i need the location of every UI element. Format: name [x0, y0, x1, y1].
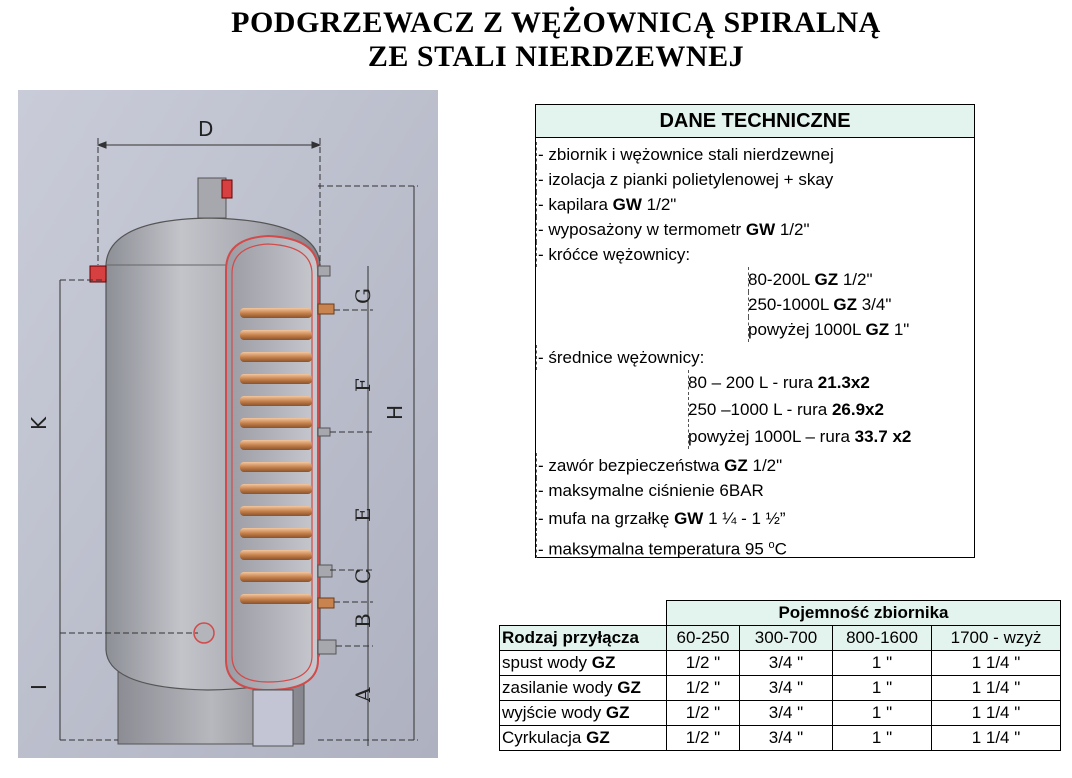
- label-f: F: [351, 378, 375, 392]
- connection-name: Cyrkulacja GZ: [500, 726, 667, 751]
- label-e: E: [351, 507, 375, 522]
- connection-name: spust wody GZ: [500, 651, 667, 676]
- heater-drawing: [18, 90, 438, 758]
- spec-subrow: 80 – 200 L - rura 21.3x2: [688, 370, 870, 395]
- spec-row: - wyposażony w termometr GW 1/2": [536, 217, 810, 242]
- label-b: B: [351, 613, 375, 628]
- table-cell: 1 1/4 ": [932, 651, 1061, 676]
- table-cell: 1 1/4 ": [932, 701, 1061, 726]
- column-header: 1700 - wzyż: [932, 626, 1061, 651]
- technical-data-box: [535, 104, 975, 558]
- label-h: H: [383, 404, 407, 420]
- spec-row: - mufa na grzałkę GW 1 ¼ - 1 ½”: [536, 506, 786, 531]
- spec-row: - zawór bezpieczeństwa GZ 1/2": [536, 453, 782, 478]
- technical-data-header: DANE TECHNICZNE: [536, 105, 974, 138]
- spec-subrow: powyżej 1000L GZ 1": [748, 317, 909, 342]
- page-subtitle: ZE STALI NIERDZEWNEJ: [367, 40, 745, 73]
- table-cell: 3/4 ": [740, 676, 833, 701]
- connection-type-header: Rodzaj przyłącza: [500, 626, 667, 651]
- label-g: G: [351, 288, 375, 304]
- table-cell: 3/4 ": [740, 726, 833, 751]
- label-a: A: [351, 687, 375, 702]
- table-cell: 1 1/4 ": [932, 726, 1061, 751]
- table-cell: 1 ": [833, 651, 932, 676]
- label-c: C: [351, 568, 375, 584]
- table-cell: 1 1/4 ": [932, 676, 1061, 701]
- spec-subrow: 250-1000L GZ 3/4": [748, 292, 891, 317]
- table-cell: 1/2 ": [667, 701, 740, 726]
- spec-row: - średnice wężownicy:: [536, 345, 704, 370]
- label-k: K: [27, 416, 51, 430]
- spec-row: - zbiornik i wężownice stali nierdzewnej: [536, 142, 834, 167]
- table-row: [500, 726, 1061, 751]
- spec-row: - izolacja z pianki polietylenowej + skay: [536, 167, 833, 192]
- table-cell: 1 ": [833, 701, 932, 726]
- table-cell: 1/2 ": [667, 726, 740, 751]
- column-header: 300-700: [740, 626, 833, 651]
- capacity-header: Pojemność zbiornika: [667, 601, 1061, 626]
- spec-row: - maksymalne ciśnienie 6BAR: [536, 478, 764, 503]
- label-i: I: [27, 684, 51, 690]
- table-cell: 3/4 ": [740, 651, 833, 676]
- table-row: [500, 676, 1061, 701]
- column-header: 60-250: [667, 626, 740, 651]
- page-title: PODGRZEWACZ Z WĘŻOWNICĄ SPIRALNĄ: [231, 6, 881, 39]
- table-cell: 1 ": [833, 676, 932, 701]
- table-row: [500, 651, 1061, 676]
- table-row: [500, 701, 1061, 726]
- table-cell: 3/4 ": [740, 701, 833, 726]
- spec-subrow: 250 –1000 L - rura 26.9x2: [688, 397, 884, 422]
- connection-name: wyjście wody GZ: [500, 701, 667, 726]
- spec-row: - króćce wężownicy:: [536, 242, 690, 267]
- table-cell: 1/2 ": [667, 676, 740, 701]
- spec-subrow: powyżej 1000L – rura 33.7 x2: [688, 424, 911, 449]
- connections-table: [499, 600, 1061, 751]
- spec-row: - kapilara GW 1/2": [536, 192, 676, 217]
- spec-subrow: 80-200L GZ 1/2": [748, 267, 872, 292]
- connection-name: zasilanie wody GZ: [500, 676, 667, 701]
- spec-row: - maksymalna temperatura 95 $^o$C: [536, 533, 787, 558]
- column-header: 800-1600: [833, 626, 932, 651]
- table-cell: 1 ": [833, 726, 932, 751]
- table-cell: 1/2 ": [667, 651, 740, 676]
- label-d: D: [198, 117, 214, 141]
